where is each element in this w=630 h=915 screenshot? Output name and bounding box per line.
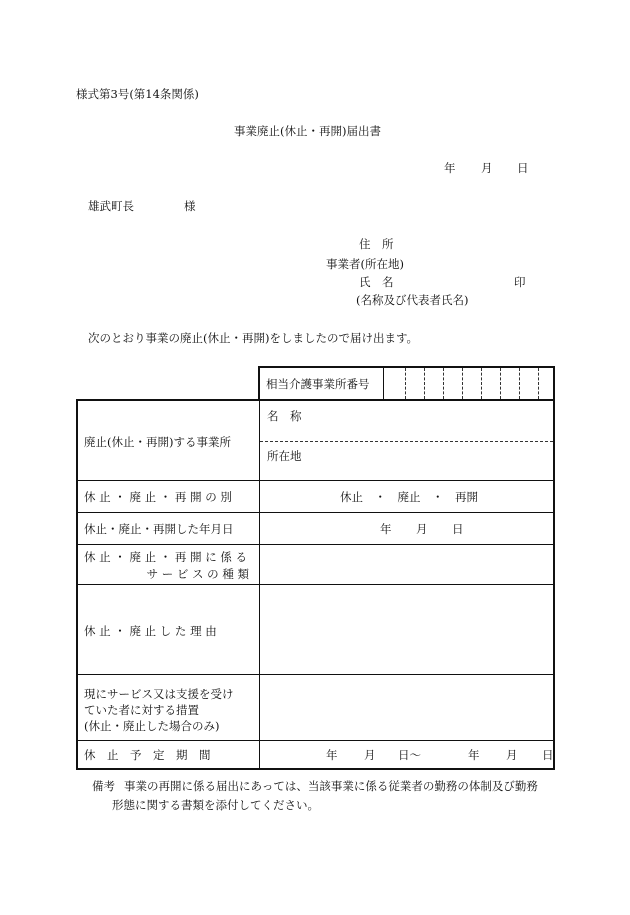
office-address-label: 所在地 [267,449,302,463]
measures-line3: (休止・廃止した場合のみ) [84,719,220,733]
digit-divider [443,368,444,399]
office-address-field[interactable] [260,442,553,479]
measures-line2: ていた者に対する措置 [84,703,199,717]
date-year: 年 [444,161,456,175]
seal-mark: 印 [514,275,526,289]
measures-field[interactable] [260,675,553,740]
digit-divider [538,368,539,399]
category-options[interactable]: 休止 ・ 廃止 ・ 再開 [340,490,478,504]
measures-line1: 現にサービス又は支援を受け [84,687,234,701]
period-end-day: 日 [542,748,554,762]
digit-divider [462,368,463,399]
office-number-box [258,366,555,399]
period-start-day: 日〜 [398,748,421,762]
service-type-field[interactable] [260,545,553,584]
date-month: 月 [481,161,493,175]
reason-field[interactable] [260,585,553,674]
addressee-honorific: 様 [184,199,196,213]
digit-divider [519,368,520,399]
digit-divider [481,368,482,399]
date-month-unit: 月 [416,522,428,536]
notes-line1: 事業の再開に係る届出にあっては、当該事業に係る従業者の勤務の体制及び勤務 [124,779,538,793]
page-title: 事業廃止(休止・再開)届出書 [234,124,381,138]
applicant-name-note: (名称及び代表者氏名) [356,293,469,307]
applicant-business-label: 事業者(所在地) [326,257,404,271]
period-start-year: 年 [326,748,338,762]
notes-line2: 形態に関する書類を添付してください。 [112,798,319,812]
office-number-field[interactable] [383,368,553,399]
digit-divider [500,368,501,399]
statement: 次のとおり事業の廃止(休止・再開)をしましたので届け出ます。 [88,331,419,345]
service-label-line1: 休 止 ・ 廃 止 ・ 再 開 に 係 る [84,550,248,564]
period-label: 休 止 予 定 期 間 [84,748,211,762]
date-day-unit: 日 [452,522,464,536]
addressee-name: 雄武町長 [88,199,134,213]
office-number-label: 相当介護事業所番号 [266,377,370,391]
period-field[interactable] [260,741,553,768]
period-end-month: 月 [506,748,518,762]
office-name-field[interactable] [260,401,553,441]
office-name-label: 名 称 [267,409,302,423]
applicant-address-label: 住 所 [359,237,394,251]
period-start-month: 月 [364,748,376,762]
category-label: 休 止 ・ 廃 止 ・ 再 開 の 別 [84,490,232,504]
date-year-unit: 年 [380,522,392,536]
digit-divider [405,368,406,399]
notes-label: 備考 [92,779,115,793]
date-label: 休止・廃止・再開した年月日 [84,522,234,536]
period-end-year: 年 [468,748,480,762]
main-table [76,399,555,770]
date-day: 日 [517,161,529,175]
office-row-label: 廃止(休止・再開)する事業所 [84,435,231,449]
row-divider [78,480,553,481]
service-label-line2: サ ー ビ ス の 種 類 [146,567,249,581]
reason-label: 休 止 ・ 廃 止 し た 理 由 [84,624,217,638]
form-number: 様式第3号(第14条関係) [76,87,199,101]
applicant-name-label: 氏 名 [359,275,394,289]
date-field[interactable] [260,513,553,544]
digit-divider [424,368,425,399]
